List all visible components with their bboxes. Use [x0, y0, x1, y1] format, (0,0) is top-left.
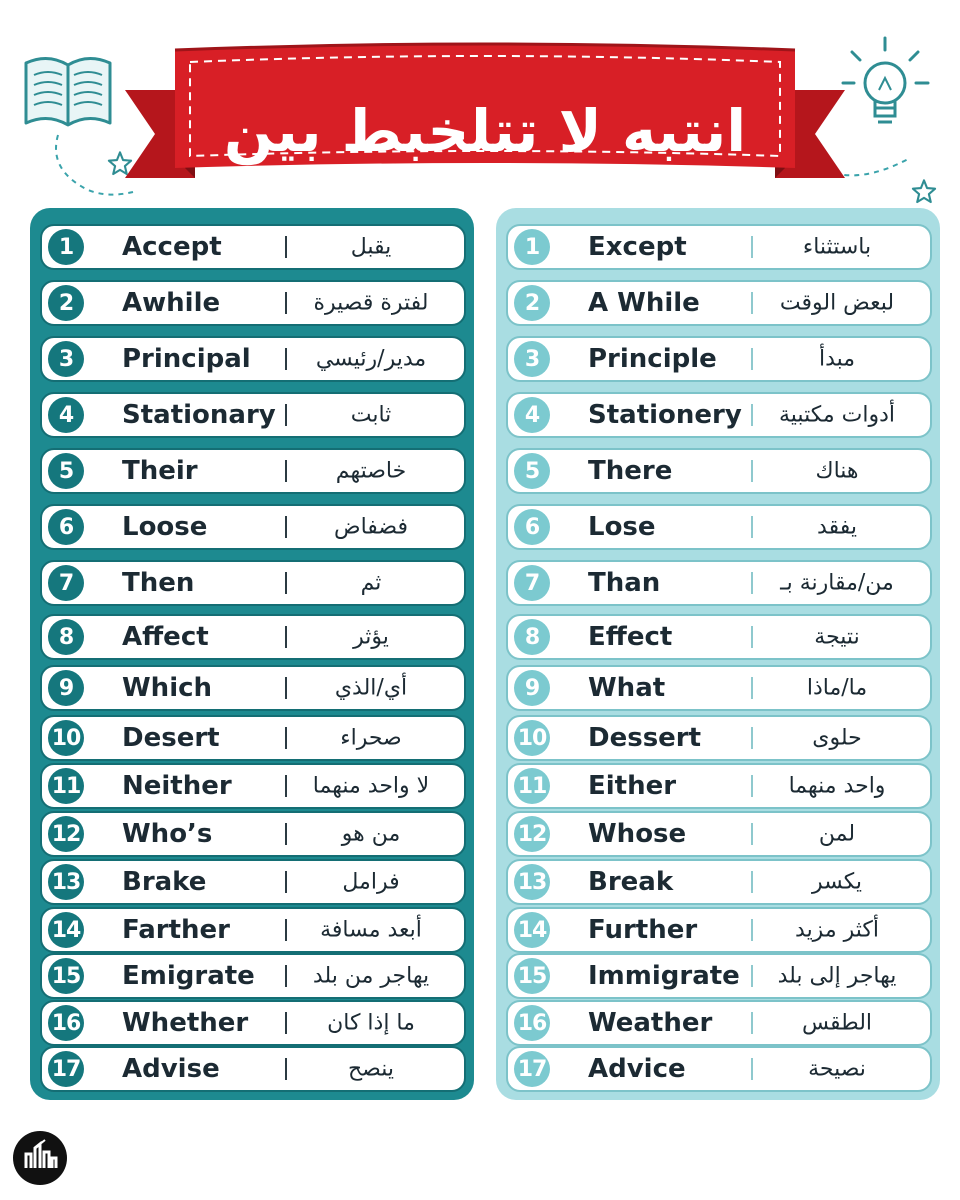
- item-number-badge: 8: [514, 619, 550, 655]
- arabic-translation: أبعد مسافة: [320, 917, 422, 943]
- english-word: Except: [588, 232, 687, 262]
- english-word: Weather: [588, 1008, 713, 1038]
- english-word: A While: [588, 288, 700, 318]
- row-divider: [751, 919, 753, 941]
- row-divider: [751, 572, 753, 594]
- arabic-translation: لا واحد منهما: [312, 773, 430, 799]
- row-divider: [285, 1058, 287, 1080]
- item-number-badge: 12: [48, 816, 84, 852]
- row-divider: [285, 236, 287, 258]
- arabic-translation: هناك: [815, 458, 859, 484]
- list-item: [40, 715, 466, 761]
- english-word: Awhile: [122, 288, 221, 318]
- list-item: [40, 1000, 466, 1046]
- arabic-translation: يقبل: [350, 234, 392, 260]
- item-number-badge: 2: [514, 285, 550, 321]
- list-item: [40, 907, 466, 953]
- item-number-badge: 16: [514, 1005, 550, 1041]
- list-item: [506, 859, 932, 905]
- list-item: [506, 1000, 932, 1046]
- list-item: [506, 811, 932, 857]
- arabic-translation: ثم: [360, 570, 382, 596]
- english-word: Break: [588, 867, 674, 897]
- english-word: Either: [588, 771, 677, 801]
- list-item: [40, 763, 466, 809]
- english-word: Emigrate: [122, 961, 255, 991]
- arabic-translation: باستثناء: [802, 234, 872, 260]
- arabic-translation: أي/الذي: [334, 675, 408, 701]
- left-word-panel: [30, 208, 474, 1100]
- row-divider: [751, 871, 753, 893]
- english-word: Who’s: [122, 819, 213, 849]
- row-divider: [285, 919, 287, 941]
- arabic-translation: يفقد: [817, 514, 857, 540]
- arabic-translation: فضفاض: [333, 514, 409, 540]
- list-item: [40, 811, 466, 857]
- arabic-translation: لفترة قصيرة: [313, 290, 429, 316]
- english-word: Neither: [122, 771, 232, 801]
- row-divider: [751, 677, 753, 699]
- english-word: Advise: [122, 1054, 220, 1084]
- english-word: There: [588, 456, 673, 486]
- arabic-translation: أكثر مزيد: [795, 917, 879, 943]
- english-word: Accept: [122, 232, 222, 262]
- list-item: [506, 763, 932, 809]
- list-item: [40, 224, 466, 270]
- list-item: [506, 336, 932, 382]
- list-item: [40, 560, 466, 606]
- english-word: Lose: [588, 512, 656, 542]
- item-number-badge: 2: [48, 285, 84, 321]
- logo-icon: [12, 1130, 68, 1186]
- list-item: [40, 665, 466, 711]
- row-divider: [751, 727, 753, 749]
- item-number-badge: 10: [48, 720, 84, 756]
- item-number-badge: 9: [514, 670, 550, 706]
- row-divider: [751, 775, 753, 797]
- arabic-translation: يهاجر من بلد: [312, 963, 430, 989]
- english-word: Whether: [122, 1008, 249, 1038]
- english-word: Desert: [122, 723, 220, 753]
- open-book-icon: [18, 45, 118, 135]
- english-word: Advice: [588, 1054, 686, 1084]
- page-title: انتبه لا تتلخبط بين: [223, 97, 747, 165]
- right-word-panel: [496, 208, 940, 1100]
- list-item: [40, 280, 466, 326]
- row-divider: [285, 823, 287, 845]
- english-word: Their: [122, 456, 198, 486]
- list-item: [40, 614, 466, 660]
- row-divider: [285, 460, 287, 482]
- item-number-badge: 13: [48, 864, 84, 900]
- list-item: [506, 280, 932, 326]
- arabic-translation: يكسر: [811, 869, 863, 895]
- arabic-translation: فرامل: [342, 869, 400, 895]
- item-number-badge: 7: [514, 565, 550, 601]
- arabic-translation: نتيجة: [814, 624, 860, 650]
- row-divider: [285, 677, 287, 699]
- item-number-badge: 12: [514, 816, 550, 852]
- row-divider: [285, 727, 287, 749]
- item-number-badge: 14: [514, 912, 550, 948]
- english-word: Brake: [122, 867, 207, 897]
- arabic-translation: حلوى: [812, 725, 862, 751]
- list-item: [506, 907, 932, 953]
- english-word: Then: [122, 568, 195, 598]
- item-number-badge: 17: [48, 1051, 84, 1087]
- english-word: Effect: [588, 622, 673, 652]
- list-item: [506, 504, 932, 550]
- row-divider: [285, 871, 287, 893]
- row-divider: [285, 292, 287, 314]
- item-number-badge: 17: [514, 1051, 550, 1087]
- item-number-badge: 11: [514, 768, 550, 804]
- list-item: [40, 953, 466, 999]
- english-word: Farther: [122, 915, 230, 945]
- list-item: [40, 448, 466, 494]
- list-item: [40, 392, 466, 438]
- row-divider: [751, 965, 753, 987]
- english-word: Whose: [588, 819, 687, 849]
- row-divider: [285, 626, 287, 648]
- star-icon: [910, 178, 938, 206]
- list-item: [40, 1046, 466, 1092]
- english-word: Further: [588, 915, 698, 945]
- item-number-badge: 16: [48, 1005, 84, 1041]
- arabic-translation: لبعض الوقت: [779, 290, 895, 316]
- list-item: [506, 392, 932, 438]
- list-item: [40, 504, 466, 550]
- arabic-translation: أدوات مكتبية: [779, 402, 895, 428]
- row-divider: [285, 404, 287, 426]
- arabic-translation: الطقس: [801, 1010, 873, 1036]
- arabic-translation: من هو: [341, 821, 401, 847]
- item-number-badge: 8: [48, 619, 84, 655]
- english-word: Immigrate: [588, 961, 740, 991]
- row-divider: [751, 460, 753, 482]
- list-item: [506, 614, 932, 660]
- row-divider: [751, 516, 753, 538]
- list-item: [40, 336, 466, 382]
- arabic-translation: ثابت: [350, 402, 392, 428]
- english-word: Dessert: [588, 723, 702, 753]
- arabic-translation: نصيحة: [808, 1056, 866, 1082]
- list-item: [506, 224, 932, 270]
- arabic-translation: يهاجر إلى بلد: [777, 963, 897, 989]
- arabic-translation: ما إذا كان: [327, 1010, 415, 1036]
- row-divider: [751, 626, 753, 648]
- english-word: Affect: [122, 622, 209, 652]
- arabic-translation: خاصتهم: [335, 458, 407, 484]
- english-word: Than: [588, 568, 661, 598]
- english-word: Loose: [122, 512, 208, 542]
- english-word: What: [588, 673, 666, 703]
- row-divider: [751, 236, 753, 258]
- item-number-badge: 6: [48, 509, 84, 545]
- item-number-badge: 7: [48, 565, 84, 601]
- item-number-badge: 3: [514, 341, 550, 377]
- item-number-badge: 13: [514, 864, 550, 900]
- row-divider: [751, 348, 753, 370]
- item-number-badge: 9: [48, 670, 84, 706]
- light-bulb-icon: [840, 28, 950, 148]
- item-number-badge: 1: [48, 229, 84, 265]
- row-divider: [751, 1012, 753, 1034]
- list-item: [506, 953, 932, 999]
- title-banner: [125, 38, 845, 193]
- item-number-badge: 4: [514, 397, 550, 433]
- arabic-translation: يؤثر: [353, 624, 389, 650]
- item-number-badge: 15: [48, 958, 84, 994]
- list-item: [506, 448, 932, 494]
- english-word: Stationary: [122, 400, 276, 430]
- row-divider: [285, 965, 287, 987]
- item-number-badge: 1: [514, 229, 550, 265]
- arabic-translation: صحراء: [340, 725, 402, 751]
- english-word: Principal: [122, 344, 251, 374]
- list-item: [40, 859, 466, 905]
- item-number-badge: 11: [48, 768, 84, 804]
- arabic-translation: لمن: [818, 821, 856, 847]
- item-number-badge: 15: [514, 958, 550, 994]
- arabic-translation: من/مقارنة بـ: [780, 570, 894, 596]
- arabic-translation: مبدأ: [818, 346, 856, 372]
- english-word: Which: [122, 673, 213, 703]
- list-item: [506, 665, 932, 711]
- row-divider: [751, 823, 753, 845]
- english-word: Principle: [588, 344, 717, 374]
- item-number-badge: 5: [514, 453, 550, 489]
- arabic-translation: ينصح: [347, 1056, 395, 1082]
- row-divider: [285, 572, 287, 594]
- list-item: [506, 1046, 932, 1092]
- row-divider: [285, 775, 287, 797]
- row-divider: [751, 404, 753, 426]
- item-number-badge: 5: [48, 453, 84, 489]
- item-number-badge: 3: [48, 341, 84, 377]
- row-divider: [285, 1012, 287, 1034]
- list-item: [506, 560, 932, 606]
- row-divider: [751, 1058, 753, 1080]
- arabic-translation: ما/ماذا: [806, 675, 868, 701]
- english-word: Stationery: [588, 400, 742, 430]
- item-number-badge: 4: [48, 397, 84, 433]
- item-number-badge: 6: [514, 509, 550, 545]
- list-item: [506, 715, 932, 761]
- item-number-badge: 10: [514, 720, 550, 756]
- row-divider: [751, 292, 753, 314]
- row-divider: [285, 348, 287, 370]
- arabic-translation: مدير/رئيسي: [315, 346, 427, 372]
- row-divider: [285, 516, 287, 538]
- item-number-badge: 14: [48, 912, 84, 948]
- arabic-translation: واحد منهما: [788, 773, 886, 799]
